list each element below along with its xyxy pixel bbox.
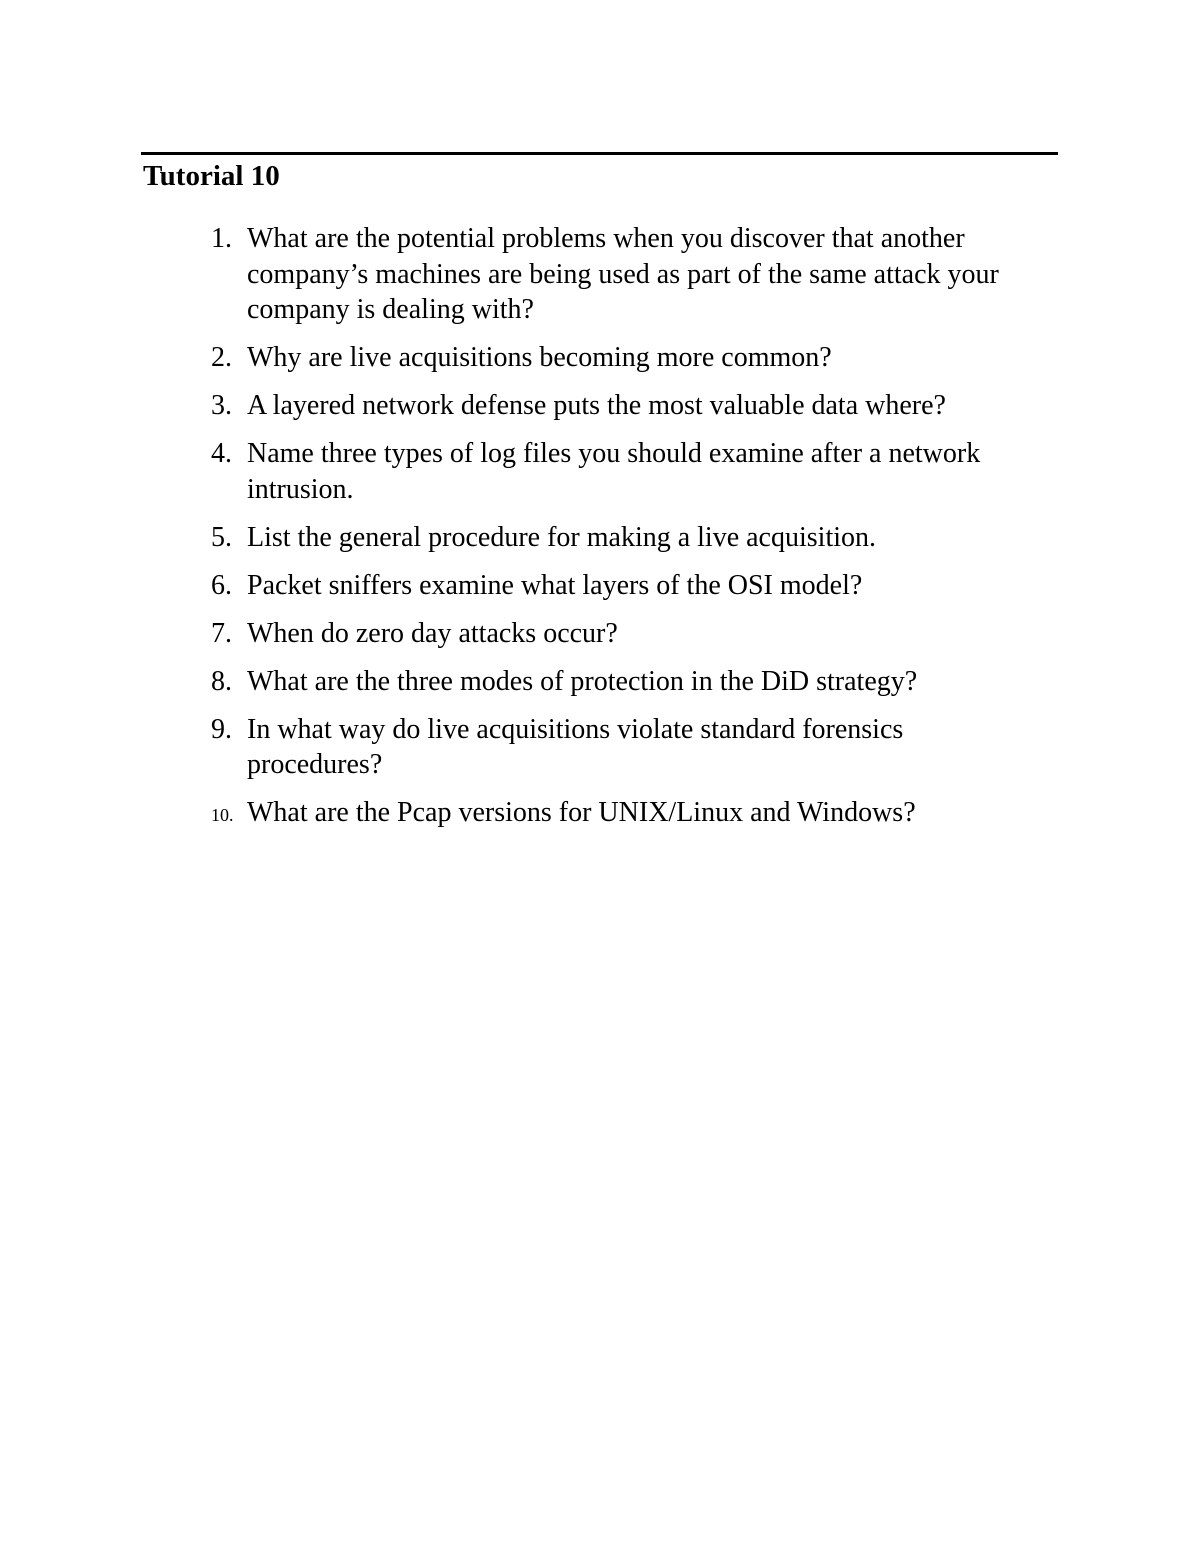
question-number: 1. — [211, 223, 232, 254]
list-item — [211, 436, 1001, 507]
list-item — [211, 664, 1001, 700]
question-text: What are the Pcap versions for UNIX/Linux and Windows? — [247, 797, 916, 828]
question-text: A layered network defense puts the most valuable data where? — [247, 390, 946, 421]
question-number: 2. — [211, 342, 232, 373]
list-item — [211, 388, 1001, 424]
question-text: Packet sniffers examine what layers of the OSI model? — [247, 569, 863, 601]
question-text: List the general procedure for making a live acquisition. — [247, 521, 877, 553]
list-item — [211, 712, 1001, 783]
list-item — [211, 568, 1001, 604]
question-number: 6. — [211, 569, 232, 601]
header-rule — [141, 152, 1058, 155]
question-text: Name three types of log files you should examine after a network intrusion. — [247, 438, 981, 505]
question-text: What are the potential problems when you discover that another company’s machines are being used as part of the same attack your company is dealing with? — [247, 223, 999, 325]
list-item — [211, 795, 1001, 834]
question-text: What are the three modes of protection in the DiD strategy? — [247, 665, 918, 697]
question-number: 8. — [211, 665, 232, 697]
question-text: Why are live acquisitions becoming more common? — [247, 342, 832, 373]
question-number: 5. — [211, 521, 232, 553]
question-list — [211, 221, 1001, 846]
list-item — [211, 221, 1001, 328]
list-item — [211, 616, 1001, 652]
question-number: 4. — [211, 438, 232, 469]
question-number: 7. — [211, 617, 232, 649]
page-title: Tutorial 10 — [143, 160, 280, 192]
question-number: 9. — [211, 713, 232, 745]
list-item — [211, 340, 1001, 376]
question-number: 10. — [211, 805, 234, 825]
question-number: 3. — [211, 390, 232, 421]
list-item — [211, 520, 1001, 556]
question-text: In what way do live acquisitions violate standard forensics procedures? — [247, 713, 904, 780]
question-text: When do zero day attacks occur? — [247, 617, 618, 649]
